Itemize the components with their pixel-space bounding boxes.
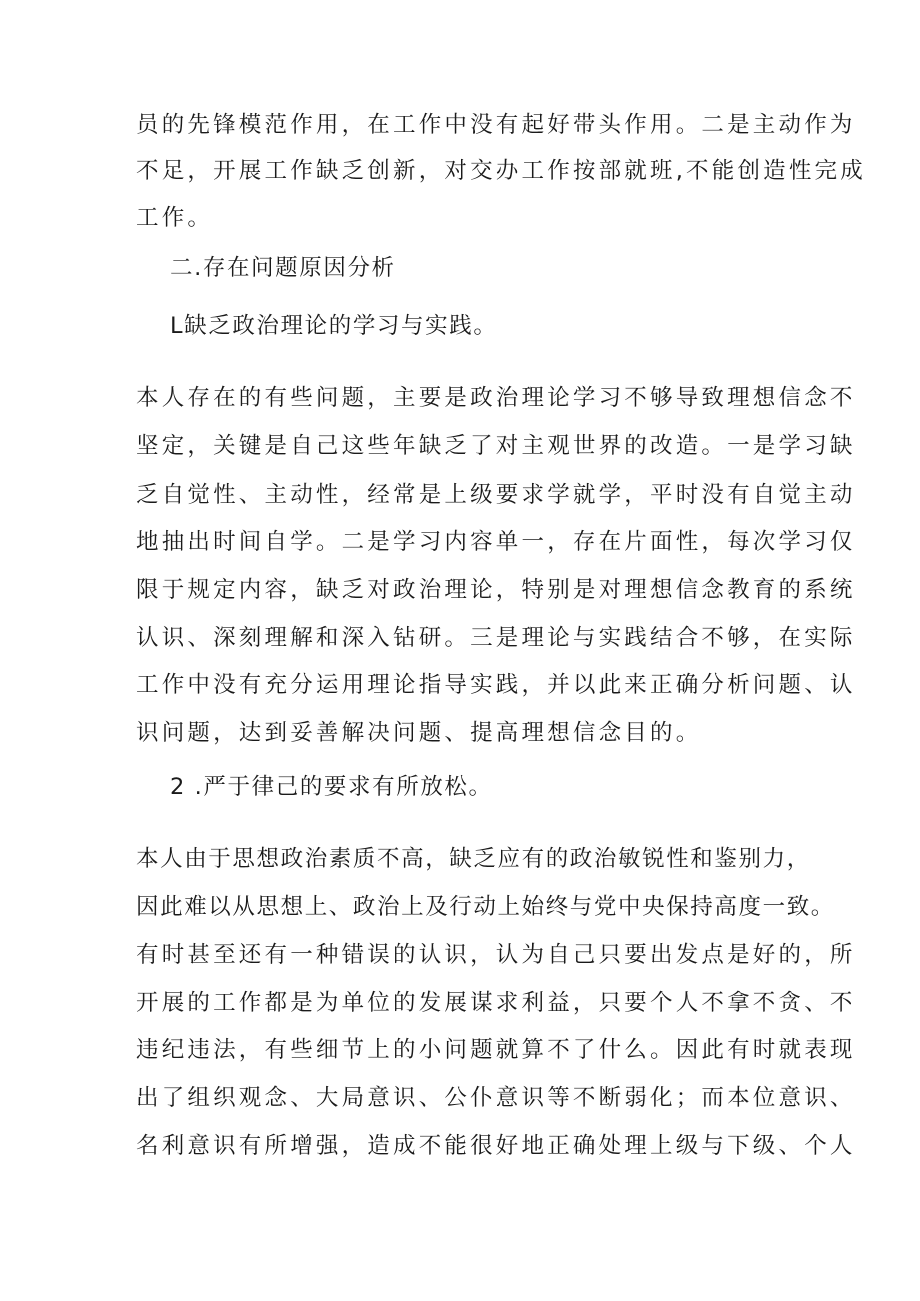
paragraph-3-line-2: 因此难以从思想上、政治上及行动上始终与党中央保持高度一致。 <box>136 894 835 920</box>
paragraph-3-line-1: 本人由于思想政治素质不高，缺乏应有的政治敏锐性和鉴别力， <box>136 846 811 872</box>
paragraph-2-line-7: 工作中没有充分运用理论指导实践，并以此来正确分析问题、认 <box>136 672 856 698</box>
paragraph-2-line-3: 乏自觉性、主动性，经常是上级要求学就学，平时没有自觉主动 <box>136 482 856 508</box>
paragraph-2-line-5: 限于规定内容，缺乏对政治理论，特别是对理想信念教育的系统 <box>136 577 856 603</box>
paragraph-2-line-2: 坚定，关键是自己这些年缺乏了对主观世界的改造。一是学习缺 <box>136 433 856 459</box>
paragraph-3-line-3: 有时甚至还有一种错误的认识，认为自己只要出发点是好的，所 <box>136 942 856 968</box>
paragraph-2-line-8: 识问题，达到妥善解决问题、提高理想信念目的。 <box>136 720 702 746</box>
paragraph-1-line-1: 员的先锋模范作用，在工作中没有起好带头作用。二是主动作为 <box>136 112 856 138</box>
paragraph-2-line-1: 本人存在的有些问题，主要是政治理论学习不够导致理想信念不 <box>136 385 856 411</box>
paragraph-3-line-6: 出了组织观念、大局意识、公仆意识等不断弱化；而本位意识、 <box>136 1085 856 1111</box>
paragraph-3-line-4: 开展的工作都是为单位的发展谋求利益，只要个人不拿不贪、不 <box>136 990 856 1016</box>
paragraph-2-line-6: 认识、深刻理解和深入钻研。三是理论与实践结合不够，在实际 <box>136 625 856 651</box>
paragraph-2-line-4: 地抽出时间自学。二是学习内容单一，存在片面性，每次学习仅 <box>136 529 856 555</box>
paragraph-3-line-7: 名利意识有所增强，造成不能很好地正确处理上级与下级、个人 <box>136 1133 856 1159</box>
paragraph-1-line-3: 工作。 <box>136 205 214 231</box>
sub-heading-2: 2 .严于律己的要求有所放松。 <box>170 774 493 800</box>
sub-heading-1: L缺乏政治理论的学习与实践。 <box>170 313 498 339</box>
section-heading: 二.存在问题原因分析 <box>170 255 396 281</box>
paragraph-1-line-2: 不足，开展工作缺乏创新，对交办工作按部就班,不能创造性完成 <box>136 158 866 184</box>
paragraph-3-line-5: 违纪违法，有些细节上的小问题就算不了什么。因此有时就表现 <box>136 1037 856 1063</box>
